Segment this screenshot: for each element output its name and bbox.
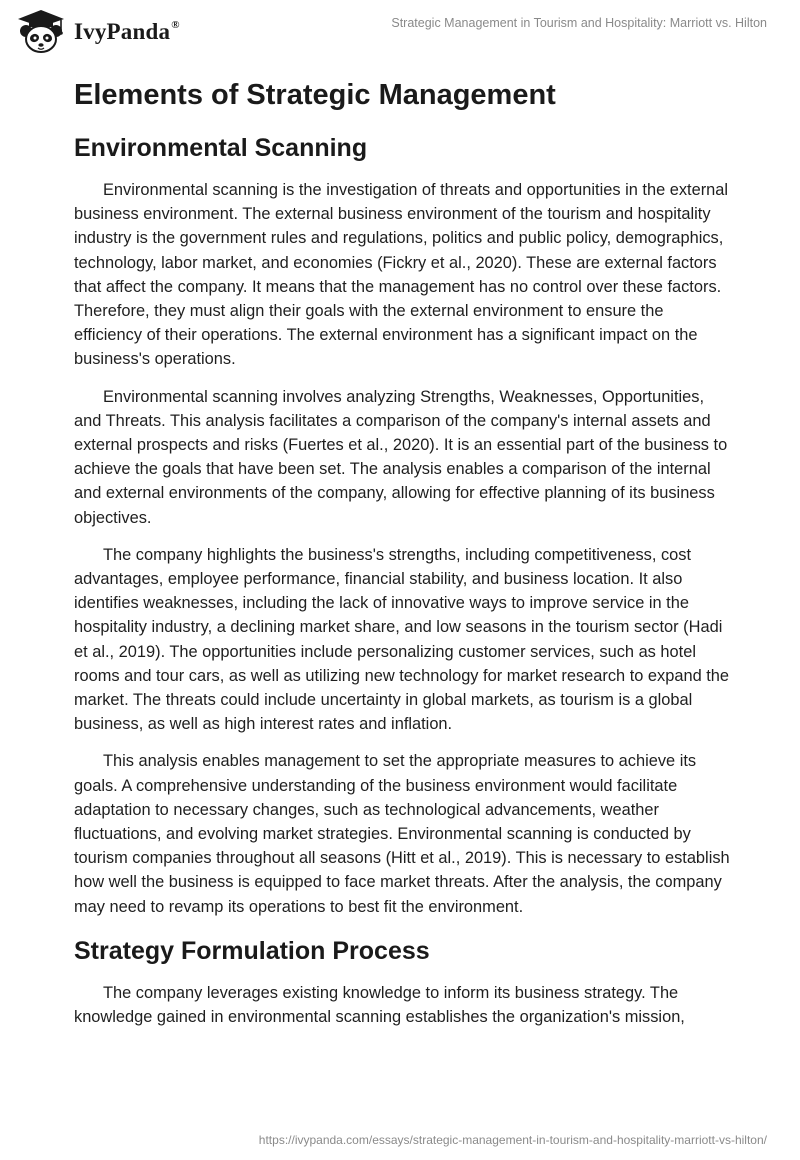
source-url[interactable]: https://ivypanda.com/essays/strategic-management-in-tourism-and-hospitality-marriott-vs-hilton/: [258, 1133, 767, 1147]
panda-graduate-icon: [14, 8, 68, 54]
document-title: Strategic Management in Tourism and Hospitality: Marriott vs. Hilton: [391, 16, 767, 30]
registered-mark: ®: [171, 19, 180, 32]
brand-name: IvyPanda®: [74, 19, 180, 44]
paragraph: The company leverages existing knowledge to inform its business strategy. The knowledge gained in environmental scanning establishes the organization's mission,: [74, 983, 685, 1027]
section-heading-environmental-scanning: Environmental Scanning: [74, 134, 368, 162]
ivypanda-logo[interactable]: [14, 8, 180, 54]
page-header: [0, 0, 800, 64]
page-title: Elements of Strategic Management: [74, 79, 556, 111]
paragraph: Environmental scanning involves analyzing Strengths, Weaknesses, Opportunities, and Threats. This analysis facilitates a comparison of the company's internal assets and external prospects and risks (Fuertes et al., 2020). It is an essential part of the business to achieve the goals that have been set. The analysis enables a comparison of the internal and external environments of the company, allowing for effective planning of its business objectives.: [74, 387, 728, 527]
paragraph: This analysis enables management to set the appropriate measures to achieve its goals. A comprehensive understanding of the business environment would facilitate adaptation to necessary changes, such as technological advancements, weather fluctuations, and evolving market strategies. Environmental scanning is conducted by tourism companies throughout all seasons (Hitt et al., 2019). This is necessary to establish how well the business is equipped to face market threats. After the analysis, the company may need to revamp its operations to best fit the environment.: [74, 752, 730, 916]
paragraph: The company highlights the business's strengths, including competitiveness, cost advantages, employee performance, financial stability, and business location. It also identifies weaknesses, including the lack of innovative ways to improve service in the hospitality industry, a declining market share, and low seasons in the tourism sector (Hadi et al., 2019). The opportunities include personalizing customer services, such as hotel rooms and tour cars, as well as utilizing new technology for market research to expand the market. The threats could include uncertainty in global markets, as tourism is a global business, as well as high interest rates and inflation.: [74, 545, 730, 734]
essay-content: [74, 70, 730, 1029]
section-heading-strategy-formulation: Strategy Formulation Process: [74, 936, 430, 965]
paragraph: Environmental scanning is the investigation of threats and opportunities in the external business environment. The external business environment of the tourism and hospitality industry is the government rules and regulations, politics and public policy, demographics, technology, labor market, and economies (Fickry et al., 2020). These are external factors that affect the company. It means that the management has no control over these factors. Therefore, they must align their goals with the external environment to ensure the efficiency of their operations. The external environment has a significant impact on the business's operations.: [74, 181, 729, 369]
